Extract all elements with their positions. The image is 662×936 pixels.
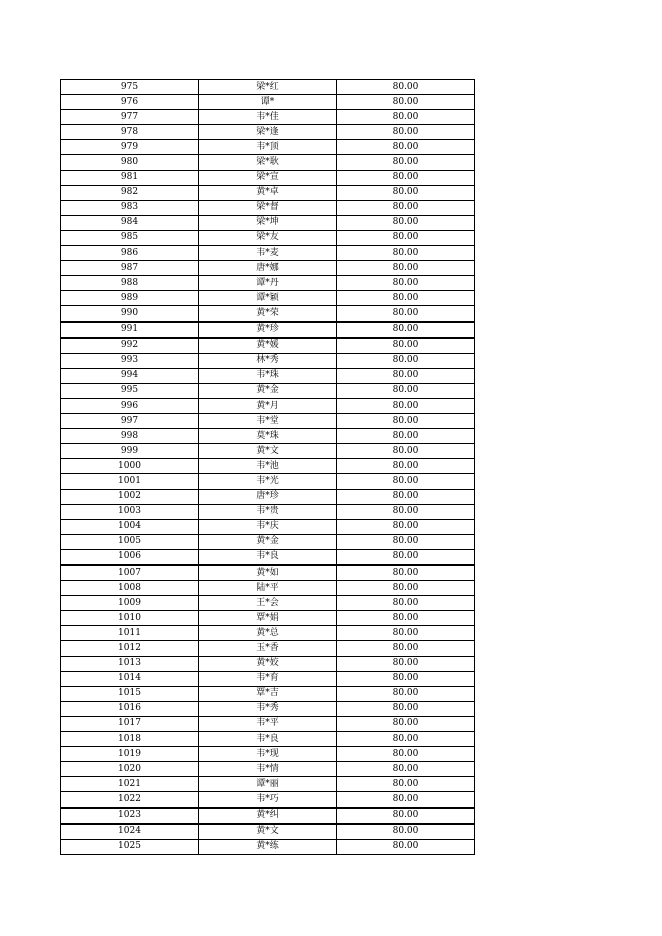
row-number-cell: 1008: [61, 581, 199, 596]
row-number-cell: 1014: [61, 671, 199, 686]
amount-cell: 80.00: [337, 95, 475, 110]
row-number-cell: 980: [61, 155, 199, 170]
row-number-cell: 985: [61, 230, 199, 245]
row-number-cell: 1005: [61, 534, 199, 549]
amount-cell: 80.00: [337, 459, 475, 474]
table-row: [61, 519, 475, 534]
name-cell: 韦*麦: [199, 246, 337, 261]
name-cell: 黄*总: [199, 626, 337, 641]
row-number-cell: 977: [61, 110, 199, 125]
row-number-cell: 1011: [61, 626, 199, 641]
table-row: [61, 777, 475, 792]
table-row: [61, 261, 475, 276]
amount-cell: 80.00: [337, 839, 475, 854]
table-body: [61, 80, 475, 855]
row-number-cell: 1021: [61, 777, 199, 792]
name-cell: 黄*金: [199, 534, 337, 549]
row-number-cell: 983: [61, 200, 199, 215]
table-row: [61, 155, 475, 170]
row-number-cell: 991: [61, 322, 199, 338]
table-row: [61, 596, 475, 611]
name-cell: 韦*情: [199, 762, 337, 777]
row-number-cell: 1009: [61, 596, 199, 611]
amount-cell: 80.00: [337, 671, 475, 686]
name-cell: 韦*现: [199, 747, 337, 762]
amount-cell: 80.00: [337, 215, 475, 230]
name-cell: 韦*贵: [199, 504, 337, 519]
table-row: [61, 306, 475, 322]
row-number-cell: 1010: [61, 611, 199, 626]
amount-cell: 80.00: [337, 368, 475, 383]
name-cell: 黄*卓: [199, 185, 337, 200]
amount-cell: 80.00: [337, 170, 475, 185]
row-number-cell: 1004: [61, 519, 199, 534]
amount-cell: 80.00: [337, 80, 475, 95]
amount-cell: 80.00: [337, 291, 475, 306]
table-row: [61, 824, 475, 840]
table-row: [61, 671, 475, 686]
name-cell: 谭*: [199, 95, 337, 110]
row-number-cell: 1000: [61, 459, 199, 474]
name-cell: 黄*珍: [199, 322, 337, 338]
name-cell: 韦*堂: [199, 414, 337, 429]
table-row: [61, 534, 475, 549]
name-cell: 梁*坤: [199, 215, 337, 230]
row-number-cell: 1012: [61, 641, 199, 656]
name-cell: 梁*宣: [199, 170, 337, 185]
amount-cell: 80.00: [337, 641, 475, 656]
name-cell: 黄*媛: [199, 338, 337, 354]
amount-cell: 80.00: [337, 338, 475, 354]
row-number-cell: 1020: [61, 762, 199, 777]
name-cell: 韦*庆: [199, 519, 337, 534]
row-number-cell: 988: [61, 276, 199, 291]
table-row: [61, 338, 475, 354]
row-number-cell: 1002: [61, 489, 199, 504]
row-number-cell: 984: [61, 215, 199, 230]
table-row: [61, 611, 475, 626]
table-row: [61, 95, 475, 110]
table-row: [61, 716, 475, 731]
table-row: [61, 489, 475, 504]
name-cell: 谭*丹: [199, 276, 337, 291]
name-cell: 黄*如: [199, 565, 337, 581]
name-cell: 覃*吉: [199, 686, 337, 701]
table-row: [61, 246, 475, 261]
amount-cell: 80.00: [337, 656, 475, 671]
amount-cell: 80.00: [337, 732, 475, 747]
table-row: [61, 808, 475, 824]
row-number-cell: 982: [61, 185, 199, 200]
table-row: [61, 200, 475, 215]
table-row: [61, 353, 475, 368]
amount-cell: 80.00: [337, 596, 475, 611]
row-number-cell: 994: [61, 368, 199, 383]
table-row: [61, 701, 475, 716]
name-cell: 韦*秀: [199, 701, 337, 716]
row-number-cell: 979: [61, 140, 199, 155]
row-number-cell: 1013: [61, 656, 199, 671]
row-number-cell: 989: [61, 291, 199, 306]
name-cell: 韦*光: [199, 474, 337, 489]
name-cell: 黄*纠: [199, 808, 337, 824]
table-row: [61, 368, 475, 383]
name-cell: 梁*红: [199, 80, 337, 95]
row-number-cell: 981: [61, 170, 199, 185]
amount-cell: 80.00: [337, 230, 475, 245]
amount-cell: 80.00: [337, 276, 475, 291]
table-row: [61, 686, 475, 701]
name-cell: 覃*娟: [199, 611, 337, 626]
name-cell: 梁*友: [199, 230, 337, 245]
name-cell: 黄*荣: [199, 306, 337, 322]
table-row: [61, 230, 475, 245]
name-cell: 韦*平: [199, 716, 337, 731]
name-cell: 黄*金: [199, 383, 337, 398]
name-cell: 韦*顶: [199, 140, 337, 155]
table-row: [61, 110, 475, 125]
name-cell: 王*会: [199, 596, 337, 611]
row-number-cell: 997: [61, 414, 199, 429]
table-row: [61, 581, 475, 596]
table-row: [61, 444, 475, 459]
name-cell: 韦*巧: [199, 792, 337, 808]
table-row: [61, 414, 475, 429]
table-row: [61, 185, 475, 200]
table-row: [61, 459, 475, 474]
amount-cell: 80.00: [337, 140, 475, 155]
spreadsheet-page: [60, 79, 474, 855]
amount-cell: 80.00: [337, 429, 475, 444]
name-cell: 黄*文: [199, 824, 337, 840]
name-cell: 黄*月: [199, 398, 337, 413]
name-cell: 谭*丽: [199, 777, 337, 792]
row-number-cell: 999: [61, 444, 199, 459]
table-row: [61, 322, 475, 338]
amount-cell: 80.00: [337, 489, 475, 504]
row-number-cell: 987: [61, 261, 199, 276]
row-number-cell: 1019: [61, 747, 199, 762]
table-row: [61, 656, 475, 671]
name-cell: 韦*珠: [199, 368, 337, 383]
name-cell: 黄*练: [199, 839, 337, 854]
table-row: [61, 504, 475, 519]
amount-cell: 80.00: [337, 185, 475, 200]
amount-cell: 80.00: [337, 519, 475, 534]
name-cell: 玉*香: [199, 641, 337, 656]
row-number-cell: 1018: [61, 732, 199, 747]
table-row: [61, 732, 475, 747]
amount-cell: 80.00: [337, 306, 475, 322]
amount-cell: 80.00: [337, 626, 475, 641]
table-row: [61, 140, 475, 155]
row-number-cell: 978: [61, 125, 199, 140]
amount-cell: 80.00: [337, 549, 475, 565]
table-row: [61, 626, 475, 641]
amount-cell: 80.00: [337, 200, 475, 215]
amount-cell: 80.00: [337, 125, 475, 140]
name-cell: 莫*珠: [199, 429, 337, 444]
name-cell: 梁*督: [199, 200, 337, 215]
row-number-cell: 1003: [61, 504, 199, 519]
table-row: [61, 429, 475, 444]
name-cell: 韦*育: [199, 671, 337, 686]
table-row: [61, 125, 475, 140]
data-table: [60, 79, 475, 855]
name-cell: 韦*良: [199, 549, 337, 565]
row-number-cell: 996: [61, 398, 199, 413]
name-cell: 林*秀: [199, 353, 337, 368]
table-row: [61, 549, 475, 565]
name-cell: 黄*文: [199, 444, 337, 459]
name-cell: 梁*逢: [199, 125, 337, 140]
name-cell: 唐*娜: [199, 261, 337, 276]
amount-cell: 80.00: [337, 322, 475, 338]
amount-cell: 80.00: [337, 504, 475, 519]
name-cell: 韦*良: [199, 732, 337, 747]
table-row: [61, 641, 475, 656]
name-cell: 梁*耿: [199, 155, 337, 170]
amount-cell: 80.00: [337, 246, 475, 261]
row-number-cell: 1024: [61, 824, 199, 840]
row-number-cell: 1017: [61, 716, 199, 731]
table-row: [61, 565, 475, 581]
amount-cell: 80.00: [337, 565, 475, 581]
row-number-cell: 1001: [61, 474, 199, 489]
row-number-cell: 1016: [61, 701, 199, 716]
amount-cell: 80.00: [337, 716, 475, 731]
table-row: [61, 276, 475, 291]
amount-cell: 80.00: [337, 686, 475, 701]
name-cell: 韦*佳: [199, 110, 337, 125]
row-number-cell: 1023: [61, 808, 199, 824]
row-number-cell: 1007: [61, 565, 199, 581]
table-row: [61, 747, 475, 762]
amount-cell: 80.00: [337, 762, 475, 777]
amount-cell: 80.00: [337, 353, 475, 368]
row-number-cell: 975: [61, 80, 199, 95]
row-number-cell: 992: [61, 338, 199, 354]
name-cell: 韦*池: [199, 459, 337, 474]
name-cell: 谭*颖: [199, 291, 337, 306]
amount-cell: 80.00: [337, 824, 475, 840]
name-cell: 陆*平: [199, 581, 337, 596]
amount-cell: 80.00: [337, 701, 475, 716]
table-row: [61, 762, 475, 777]
row-number-cell: 1015: [61, 686, 199, 701]
amount-cell: 80.00: [337, 777, 475, 792]
amount-cell: 80.00: [337, 414, 475, 429]
row-number-cell: 976: [61, 95, 199, 110]
amount-cell: 80.00: [337, 808, 475, 824]
table-row: [61, 383, 475, 398]
table-row: [61, 80, 475, 95]
amount-cell: 80.00: [337, 155, 475, 170]
amount-cell: 80.00: [337, 474, 475, 489]
row-number-cell: 1025: [61, 839, 199, 854]
amount-cell: 80.00: [337, 534, 475, 549]
amount-cell: 80.00: [337, 383, 475, 398]
table-row: [61, 474, 475, 489]
amount-cell: 80.00: [337, 611, 475, 626]
amount-cell: 80.00: [337, 398, 475, 413]
row-number-cell: 990: [61, 306, 199, 322]
table-row: [61, 170, 475, 185]
table-row: [61, 398, 475, 413]
row-number-cell: 1022: [61, 792, 199, 808]
row-number-cell: 986: [61, 246, 199, 261]
amount-cell: 80.00: [337, 444, 475, 459]
row-number-cell: 998: [61, 429, 199, 444]
table-row: [61, 792, 475, 808]
table-row: [61, 215, 475, 230]
amount-cell: 80.00: [337, 581, 475, 596]
row-number-cell: 993: [61, 353, 199, 368]
table-row: [61, 839, 475, 854]
name-cell: 黄*姣: [199, 656, 337, 671]
amount-cell: 80.00: [337, 261, 475, 276]
table-row: [61, 291, 475, 306]
row-number-cell: 1006: [61, 549, 199, 565]
amount-cell: 80.00: [337, 792, 475, 808]
amount-cell: 80.00: [337, 747, 475, 762]
row-number-cell: 995: [61, 383, 199, 398]
name-cell: 唐*珍: [199, 489, 337, 504]
amount-cell: 80.00: [337, 110, 475, 125]
